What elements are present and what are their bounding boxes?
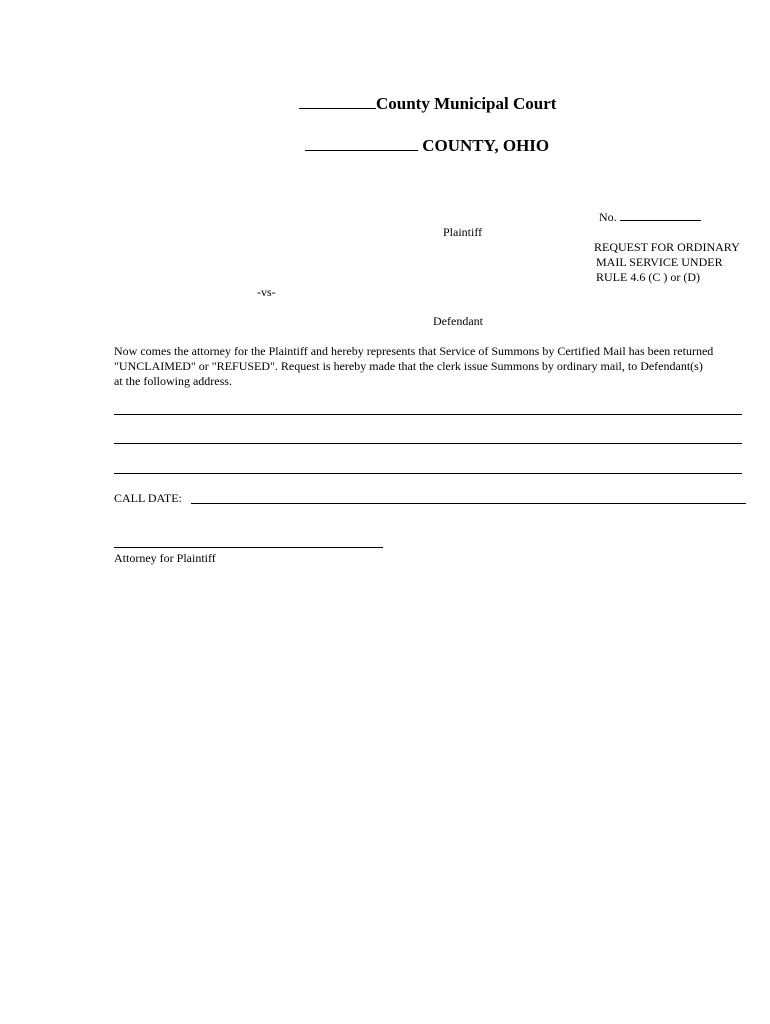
county-title-text: COUNTY, OHIO (422, 136, 550, 155)
county-name-blank[interactable] (299, 107, 376, 109)
paragraph-line-2: "UNCLAIMED" or "REFUSED". Request is hereby made that the clerk issue Summons by ordinary mail, to Defendant(s) (114, 359, 703, 373)
court-title-text: County Municipal Court (376, 94, 557, 113)
case-no-label: No. (599, 210, 617, 224)
attorney-label: Attorney for Plaintiff (114, 551, 216, 565)
attorney-signature-line[interactable] (114, 547, 383, 548)
court-title (299, 94, 556, 114)
address-line-1[interactable] (114, 414, 742, 415)
request-title-line-2: MAIL SERVICE UNDER (596, 255, 723, 269)
request-title-line-3: RULE 4.6 (C ) or (D) (596, 270, 700, 284)
paragraph-line-1: Now comes the attorney for the Plaintiff and hereby represents that Service of Summons by Certified Mail has been returned (114, 344, 714, 358)
call-date-line[interactable] (191, 503, 746, 504)
call-date-label: CALL DATE: (114, 491, 182, 505)
case-number (599, 210, 701, 225)
request-title-line-1: REQUEST FOR ORDINARY (594, 240, 740, 254)
address-line-2[interactable] (114, 443, 742, 444)
paragraph-line-3: at the following address. (114, 374, 232, 388)
address-line-3[interactable] (114, 473, 742, 474)
county-title (305, 136, 549, 156)
defendant-label: Defendant (433, 314, 483, 328)
versus-label: -vs- (257, 285, 276, 299)
request-paragraph (114, 344, 754, 389)
county-blank[interactable] (305, 149, 418, 151)
plaintiff-label: Plaintiff (443, 225, 483, 239)
case-number-blank[interactable] (620, 219, 701, 221)
